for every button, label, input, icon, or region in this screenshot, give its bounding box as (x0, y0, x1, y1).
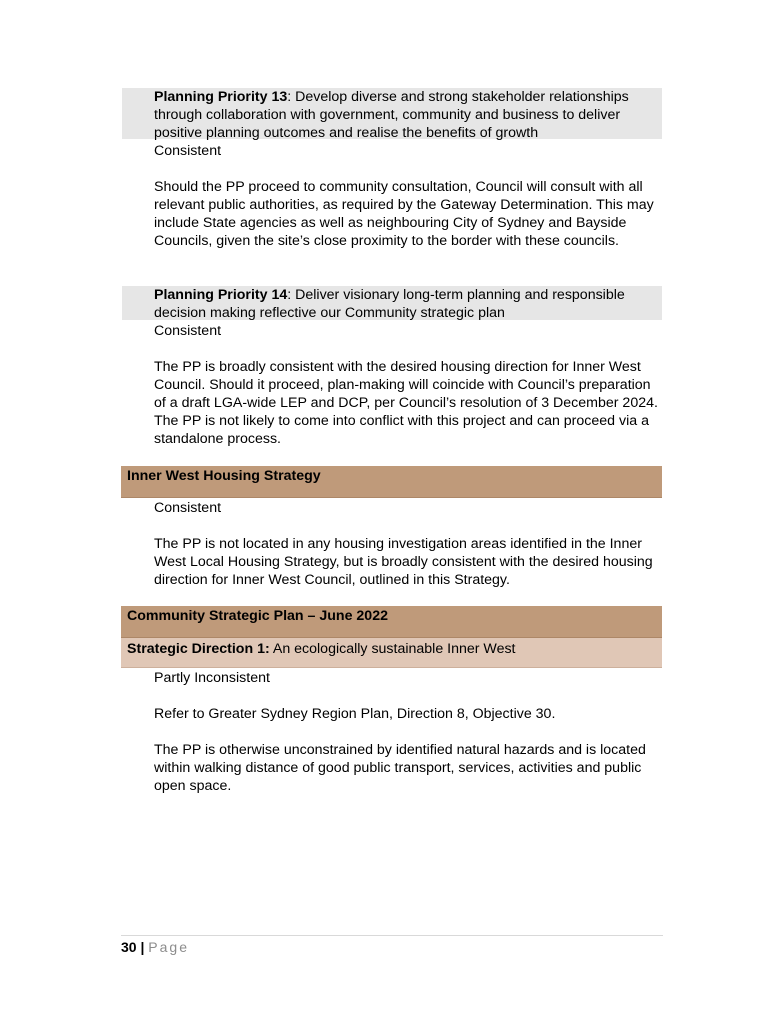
page-word: Page (148, 939, 189, 955)
pp13-detail: Should the PP proceed to community consultation, Council will consult with all relevant public authorities, as required by the Gateway Determination. This may include State agencies as well as neighbouring City of Sydney and Bayside Councils, given the site’s close proximity to the border with these councils. (154, 179, 654, 249)
csp-detail: The PP is otherwise unconstrained by identified natural hazards and is located within walking distance of good public transport, services, activities and public open space. (154, 742, 646, 794)
pp14-detail: The PP is broadly consistent with the desired housing direction for Inner West Council. Should it proceed, plan-making will coincide with Council’s preparation of a draft LGA-wide LEP and DCP, per Council’s resolution of 3 December 2024. The PP is not likely to come into conflict with this project and can proceed via a standalone process. (154, 359, 658, 447)
pp13-heading (154, 88, 654, 142)
csp-heading: Community Strategic Plan – June 2022 (121, 606, 662, 638)
pp13-text: : Develop diverse and strong stakeholder relationships through collaboration with government, community and business to deliver positive planning outcomes and realise the benefits of growth (154, 89, 629, 141)
pp14-label: Planning Priority 14 (154, 287, 288, 303)
csp-refer: Refer to Greater Sydney Region Plan, Direction 8, Objective 30. (154, 706, 556, 722)
housing-strategy-heading: Inner West Housing Strategy (121, 466, 662, 498)
page-footer (121, 939, 189, 956)
pp13-status: Consistent (154, 143, 222, 159)
csp-direction-label: Strategic Direction 1: (127, 641, 270, 657)
page-number: 30 (121, 939, 137, 955)
csp-status: Partly Inconsistent (154, 670, 270, 686)
pp13-label: Planning Priority 13 (154, 89, 288, 105)
csp-direction-heading (121, 638, 662, 668)
pp14-status: Consistent (154, 323, 222, 339)
footer-rule (121, 935, 663, 936)
pp14-text: : Deliver visionary long-term planning and responsible decision making reflective our Community strategic plan (154, 287, 625, 321)
pp14-heading (154, 286, 654, 322)
housing-detail: The PP is not located in any housing investigation areas identified in the Inner West Local Housing Strategy, but is broadly consistent with the desired housing direction for Inner West Council, outlined in this Strategy. (154, 536, 653, 588)
footer-separator: | (136, 939, 149, 955)
csp-direction-text: An ecologically sustainable Inner West (269, 641, 516, 657)
housing-status: Consistent (154, 500, 222, 516)
